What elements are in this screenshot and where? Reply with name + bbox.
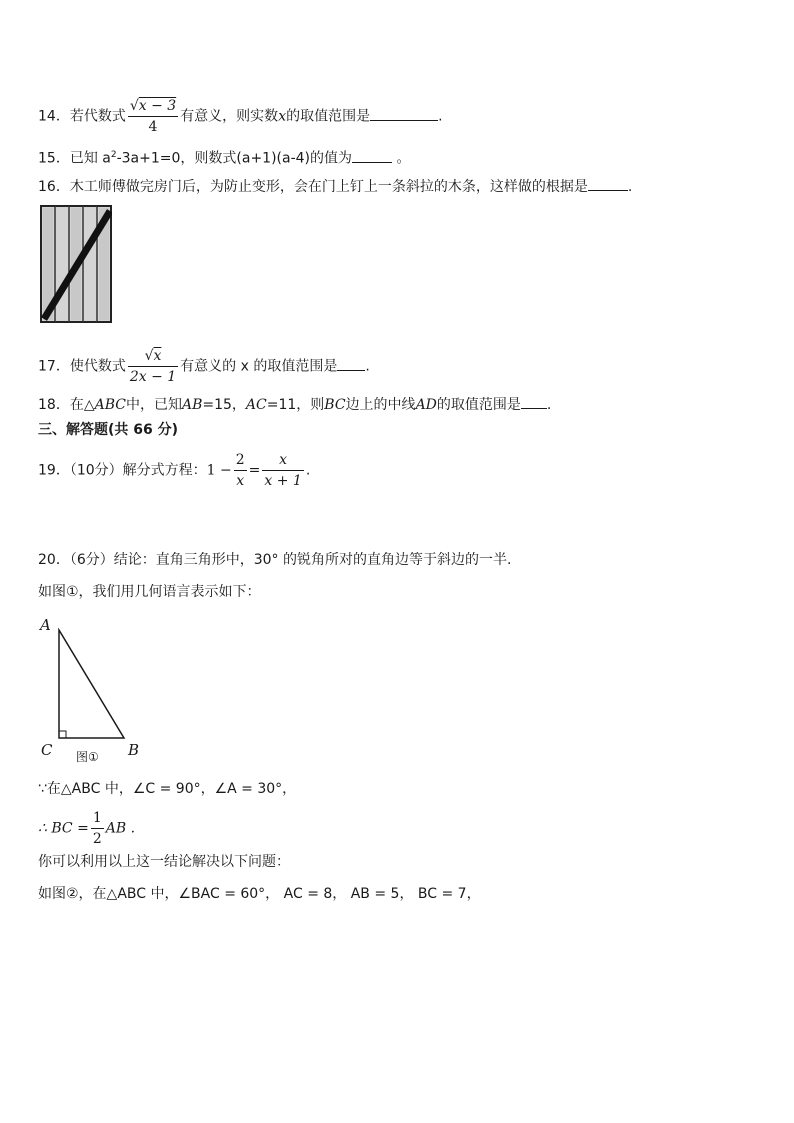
question-14: 14．若代数式 $\frac{√x - 3}{4}$ 有意义，则实数x的取值范围是 . (38, 98, 443, 135)
question-20: 20．（6分）结论：直角三角形中，30° 的锐角所对的直角边等于斜边的一半. (38, 552, 512, 568)
question-number: 15． (38, 150, 70, 167)
fraction: $\frac{2}{x}$ (235, 452, 245, 489)
question-19: 19．（10分）解分式方程：1 − $\frac{2}{x}$ = $\frac{x}{x + 1}$ . (38, 452, 311, 489)
vertex-label-c: C (41, 741, 53, 759)
triangle-figure (55, 628, 130, 743)
vertex-label-a: A (40, 616, 51, 634)
answer-blank (337, 356, 365, 371)
door-image (40, 205, 112, 323)
question-15: 15．已知 $a^2-3a+1=0$，则数式(a+1)(a-4)的值为 。 (38, 145, 410, 169)
because-statement: ∵在△ABC 中，∠C = 90°，∠A = 30°， (38, 781, 297, 797)
question-number: 17． (38, 358, 70, 375)
paragraph: 你可以利用以上这一结论解决以下问题： (38, 854, 290, 870)
question-number: 16． (38, 179, 70, 195)
question-17: 17．使代数式 $\frac{√x}{2x - 1}$ 有意义的 x 的取值范围是 . (38, 348, 370, 385)
answer-blank (370, 106, 438, 121)
therefore-statement: ∴ BC = $\frac{1}{2}$ AB . (38, 810, 136, 847)
vertex-label-b: B (128, 741, 140, 759)
question-number: 19． (38, 462, 70, 479)
paragraph: 如图②，在△ABC 中，∠BAC = 60°， AC = 8， AB = 5， BC = 7， (38, 886, 481, 902)
fraction: $\frac{x}{x + 1}$ (264, 452, 302, 489)
figure-caption: 图① (76, 750, 99, 764)
fraction: $\frac{1}{2}$ (92, 810, 102, 847)
answer-blank (352, 148, 392, 163)
question-number: 20． (38, 552, 70, 568)
question-number: 14． (38, 108, 70, 125)
question-number: 18． (38, 397, 70, 413)
question-16: 16．木工师傅做完房门后，为防止变形，会在门上钉上一条斜拉的木条，这样做的根据是 . (38, 176, 632, 197)
answer-blank (521, 394, 547, 409)
paragraph: 如图①，我们用几何语言表示如下： (38, 584, 261, 600)
fraction: $\frac{√x}{2x - 1}$ (129, 348, 177, 385)
fraction: $\frac{√x - 3}{4}$ (129, 98, 177, 135)
answer-blank (588, 176, 628, 191)
section-heading: 三、解答题(共 66 分) (38, 422, 179, 438)
question-18: 18．在△ABC中，已知AB=15，AC=11，则BC边上的中线AD的取值范围是 . (38, 394, 551, 415)
